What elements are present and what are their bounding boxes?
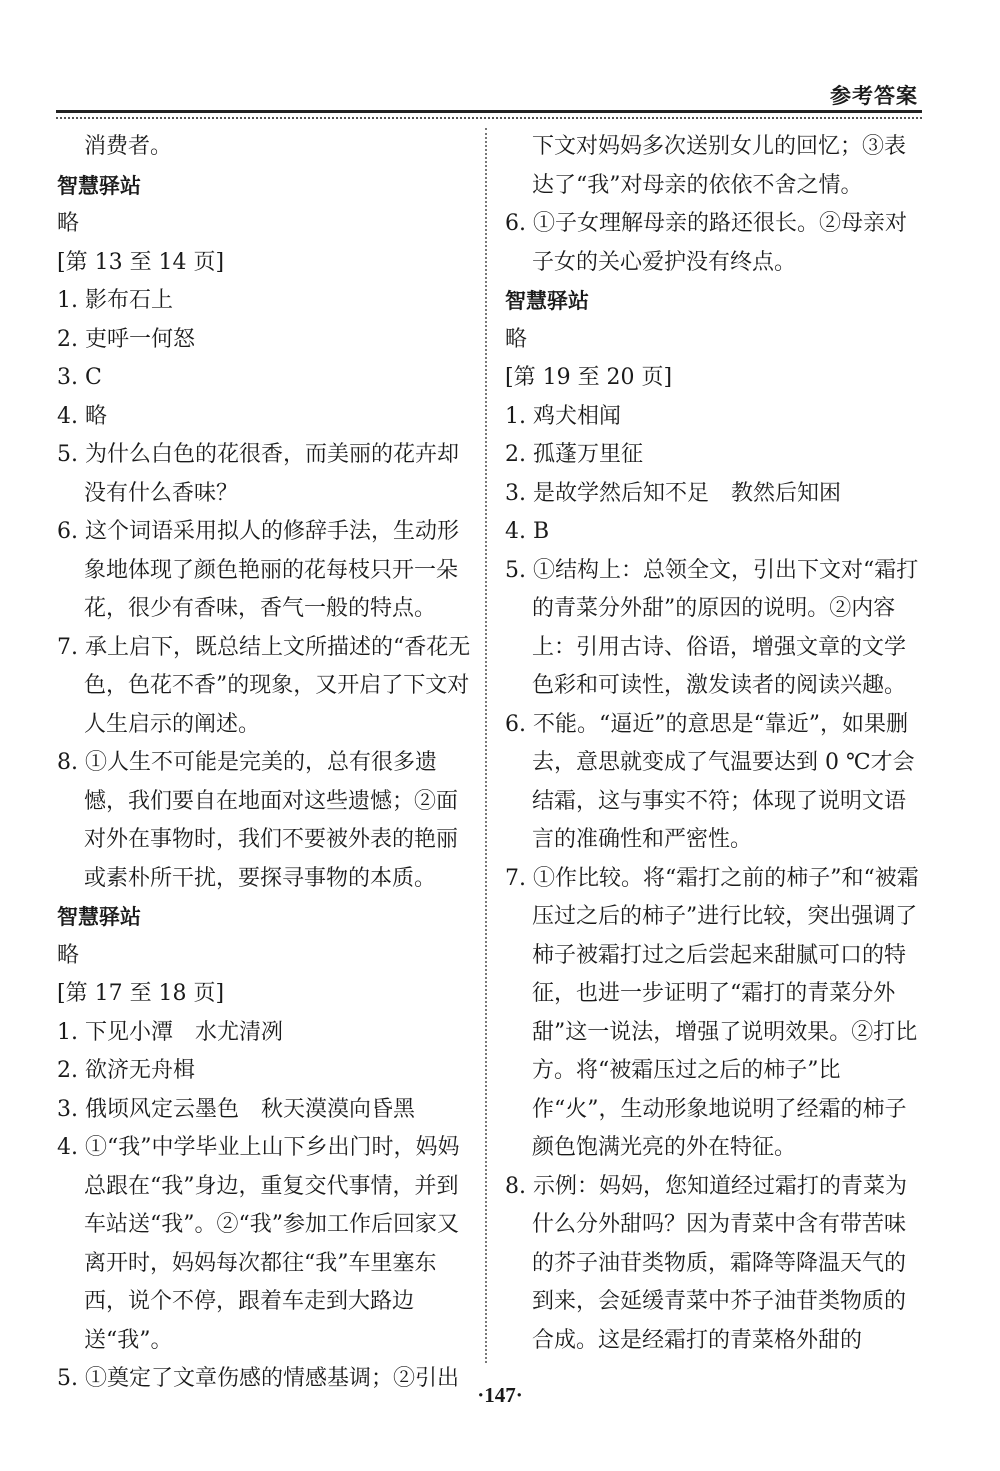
answer-continuation: 消费者。 [84,134,173,159]
answer-item: 6. 不能。“逼近”的意思是“靠近”，如果删去，意思就变成了气温要达到 0 ℃才会结霜，这与事实不符；体现了说明文语言的准确性和严密性。 [505,711,915,852]
section-header-label: 参考答案 [830,84,918,108]
answer-item: 4. B [505,519,550,544]
answer-item: 8. 示例：妈妈，您知道经过霜打的青菜为什么分外甜吗？因为青菜中含有带苦味的芥子油苷类物质，霜降等降温天气的到来，会延缓青菜中芥子油苷类物质的合成。这是经霜打的青菜格外甜的 [505,1173,907,1353]
answer-item: 6. 这个词语采用拟人的修辞手法，生动形象地体现了颜色艳丽的花每枝只开一朵花，很少有香味，香气一般的特点。 [57,519,459,621]
section-heading: 智慧驿站 [57,173,141,198]
answer-item: 5. ①结构上：总领全文，引出下文对“霜打的青菜分外甜”的原因的说明。②内容上：引用古诗、俗语，增强文章的文学色彩和可读性，激发读者的阅读兴趣。 [505,557,919,698]
answer-line: [第 17 至 18 页] [57,981,225,1006]
answer-line: 略 [57,211,80,236]
answer-item: 2. 孤蓬万里征 [505,442,643,467]
answer-item: 6. ①子女理解母亲的路还很长。②母亲对子女的关心爱护没有终点。 [505,211,907,275]
left-column [57,128,477,1399]
answer-line: 略 [57,942,80,968]
answer-item: 2. 吏呼一何怒 [57,326,195,352]
answer-item: 3. 俄顷风定云墨色 秋天漠漠向昏黑 [57,1096,415,1122]
answer-item: 1. 影布石上 [57,288,173,313]
answer-item: 1. 鸡犬相闻 [505,403,621,429]
answer-item: 4. ①“我”中学毕业上山下乡出门时，妈妈总跟在“我”身边，重复交代事情，并到车站送“我”。②“我”参加工作后回家又离开时，妈妈每次都往“我”车里塞东西，说个不停，跟着车走到大路边送“我”。 [57,1135,460,1353]
right-column [505,128,925,1360]
answer-item: 5. ①奠定了文章伤感的情感基调；②引出 [57,1366,459,1391]
answer-item: 3. 是故学然后知不足 教然后知困 [505,480,841,506]
answer-item: 4. 略 [57,403,107,429]
answer-item: 7. 承上启下，既总结上文所描述的“香花无色，色花不香”的现象，又开启了下文对人生启示的阐述。 [57,634,471,737]
answer-item: 7. ①作比较。将“霜打之前的柿子”和“被霜压过之后的柿子”进行比较，突出强调了柿子被霜打过之后尝起来甜腻可口的特征，也进一步证明了“霜打的青菜分外甜”这一说法，增强了说明效果。②打比方。将“被霜压过之后的柿子”比作“火”，生动形象地说明了经霜的柿子颜色饱满光亮的外在特征。 [505,865,919,1160]
answer-item: 8. ①人生不可能是完美的，总有很多遗憾，我们要自在地面对这些遗憾；②面对外在事物时，我们不要被外表的艳丽或素朴所干扰，要探寻事物的本质。 [57,750,459,891]
header-dotted-rule [56,117,922,119]
page-number: ·147· [477,1383,523,1407]
answer-item: 5. 为什么白色的花很香，而美丽的花卉却没有什么香味？ [57,442,459,506]
answer-item: 2. 欲济无舟楫 [57,1058,195,1083]
answer-line: [第 13 至 14 页] [57,249,225,275]
section-heading: 智慧驿站 [505,289,589,313]
answer-item: 1. 下见小潭 水尤清冽 [57,1019,283,1045]
answer-continuation: 下文对妈妈多次送别女儿的回忆；③表达了“我”对母亲的依依不舍之情。 [532,134,907,198]
answer-item: 3. C [57,365,102,390]
section-heading: 智慧驿站 [57,905,141,929]
answer-line: [第 19 至 20 页] [505,365,673,390]
column-divider [485,128,487,1363]
header-rule [56,110,922,113]
answer-line: 略 [505,326,528,352]
